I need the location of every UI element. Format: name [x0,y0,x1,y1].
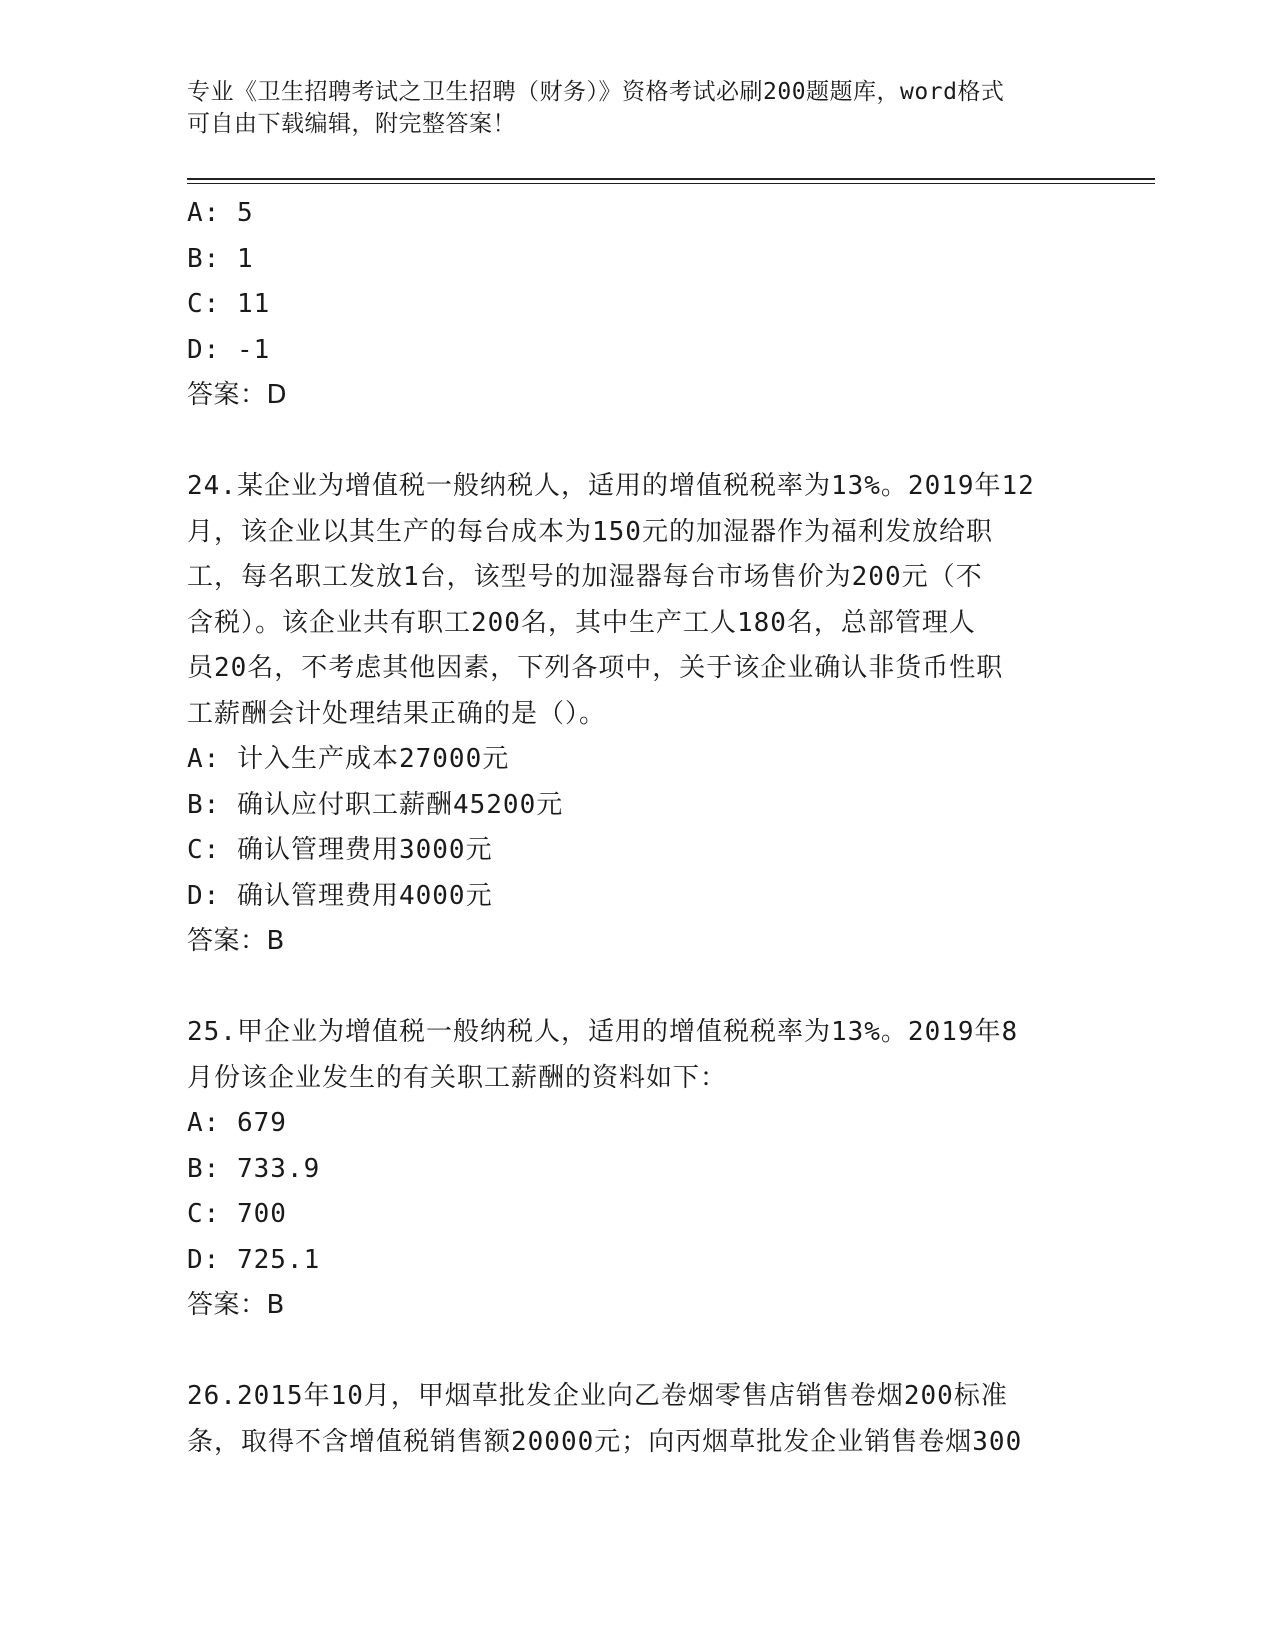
question-text-line: 月，该企业以其生产的每台成本为150元的加湿器作为福利发放给职 [187,516,993,547]
question-spacer [187,965,1087,1011]
question-block-24 [187,464,1087,965]
header-divider-thick [187,178,1155,180]
question-content [187,191,1087,1465]
question-text-line: 26.2015年10月，甲烟草批发企业向乙卷烟零售店销售卷烟200标准 [187,1381,1008,1411]
question-text-line: 含税）。该企业共有职工200名，其中生产工人180名，总部管理人 [187,607,976,638]
option-a: A: 5 [187,198,254,228]
option-d: D: 确认管理费用4000元 [187,880,493,911]
header-line-2: 可自由下载编辑，附完整答案！ [187,111,516,137]
option-b: B: 733.9 [187,1153,321,1184]
option-d: D: 725.1 [187,1244,321,1275]
option-a: A: 679 [187,1108,287,1138]
question-block-26 [187,1374,1087,1465]
option-b: B: 1 [187,243,254,274]
question-text-line: 工，每名职工发放1台，该型号的加湿器每台市场售价为200元（不 [187,562,983,592]
option-c: C: 11 [187,289,271,319]
option-b: B: 确认应付职工薪酬45200元 [187,789,564,820]
option-c: C: 700 [187,1199,287,1229]
answer-line: 答案：B [187,926,285,956]
question-text-line: 工薪酬会计处理结果正确的是（）。 [187,698,607,729]
question-text-line: 条，取得不含增值税销售额20000元；向丙烟草批发企业销售卷烟300 [187,1426,1023,1457]
question-block-25 [187,1010,1087,1329]
question-text-line: 24.某企业为增值税一般纳税人，适用的增值税税率为13%。2019年12 [187,471,1035,501]
document-header [187,76,1087,140]
question-text-line: 25.甲企业为增值税一般纳税人，适用的增值税税率为13%。2019年8 [187,1017,1019,1047]
answer-line: 答案：B [187,1290,285,1320]
question-spacer [187,1329,1087,1375]
header-line-1: 专业《卫生招聘考试之卫生招聘（财务）》资格考试必刷200题题库，word格式 [187,79,1005,105]
option-c: C: 确认管理费用3000元 [187,835,493,865]
question-text-line: 员20名，不考虑其他因素，下列各项中，关于该企业确认非货币性职 [187,653,1004,683]
answer-line: 答案：D [187,380,288,410]
question-block-23 [187,191,1087,419]
question-spacer [187,419,1087,465]
option-a: A: 计入生产成本27000元 [187,744,510,774]
header-divider-thin [187,183,1155,184]
question-text-line: 月份该企业发生的有关职工薪酬的资料如下： [187,1062,728,1093]
option-d: D: -1 [187,334,271,365]
